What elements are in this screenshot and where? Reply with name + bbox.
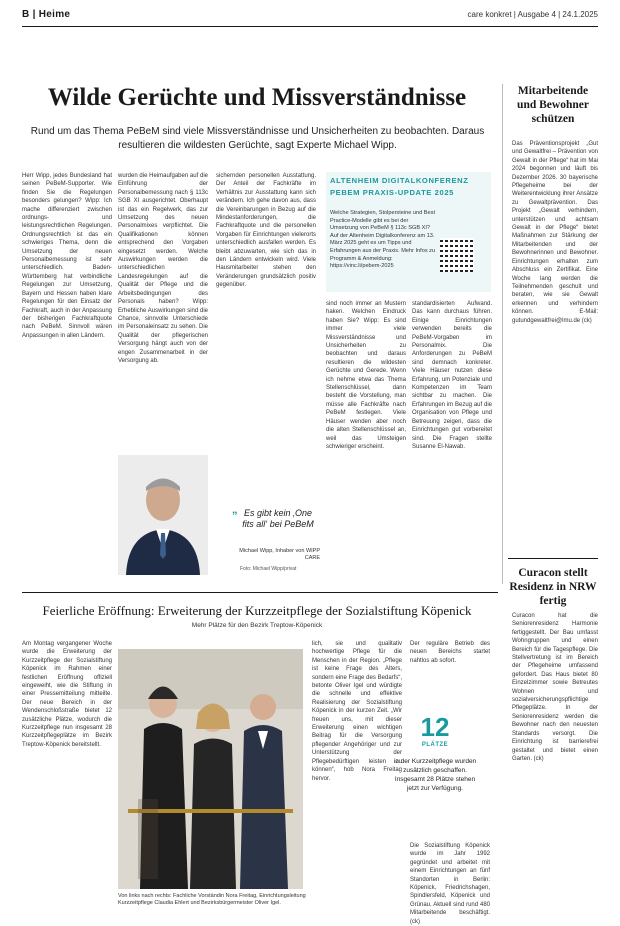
sidebar-body-2: Curacon hat die Seniorenresidenz Harmonie fertiggestellt. Der Bau umfasst Wohngruppen und einen Bereich für die Tagespflege. Die Stellvertretung ist im Bereich der Pflegeheime umfassend gefordert. Das Haus bietet 80 Einzelzimmer sowie Betreutes Wohnen und sozialversicherungspflichtige Pflegeplätze. In der Seniorenresidenz werden die Bewohner nach den neuesten Standards versorgt. Die Einrichtung ist barrierefrei gestaltet und bietet einen Garten. (ck) (512, 613, 598, 762)
photo-credit: Foto: Michael Wipp/privat (240, 566, 297, 572)
article-column-4: sind noch immer an Mustern haken. Welchen Eindruck haben Sie? Wipp: Es sind immer viele Missverständnisse und Unsicherheiten zu beobachten und daraus resultieren die wildesten Gerüchte und Gerede. Wenn ich nehme etwa das Thema Stellenschlüssel, dann besteht die Vorstellung, man müsse alle Fachkräfte nach PeBeM festlegen. Viele Häuser wenden aber noch die alten Stellenschlüssel an, weil das Umsteigen schwieriger erscheint. (326, 301, 406, 450)
fact-text: in der Kurzzeitpflege wurden zusätzlich geschaffen. Insgesamt 28 Plätze stehen jetzt zur Verfügung. (393, 758, 477, 792)
story-subheadline: Mehr Plätze für den Bezirk Treptow-Köpenick (191, 622, 323, 629)
quote-caption: Michael Wipp, Inhaber von WIPP CARE (239, 548, 320, 561)
story-column-5: Die Sozialstiftung Köpenick wurde im Jahr 1992 gegründet und arbeitet mit einem Einrichtungen an fünf Standorten in Berlin: Köpenick, Friedrichshagen, Spindlersfeld, Köpenick und Grünau. Aktuell sind rund 480 Mitarbeitende beschäftigt. (ck) (410, 843, 490, 925)
opening-photo-caption: Von links nach rechts: Fachliche Vorständin Nora Freitag, Einrichtungsleitung Kurzzeitpflege Claudia Ehlert und Bezirksbürgermeister Oliver Igel. (118, 893, 306, 906)
article-column-5: standardisierten Aufwand. Das kann durchaus führen. Einige Einrichtungen verwenden bereits die PeBeM-Vorgaben im Personalmix. Die Anforderungen zu PeBeM sind demnach konkreter. Viele Häuser nutzen diese Erfahrung, um Potenziale und Kompetenzen im Team sichtbar zu machen. Die Erfahrungen im Bezug auf die Organisation von Pflege und Betreuung zeigen, dass die Einrichtungen gut vorbereitet sind. Die Fragen stellte Susanne El-Nawab. (412, 301, 492, 450)
portrait-figure-icon (118, 455, 208, 575)
sidebar-rule (508, 558, 598, 559)
story-column-3: lich, sie und qualitativ hochwertige Pflege für die Menschen in der Region. „Pflege ist keine Frage des Alters, sondern eine Frage des Bedarfs“, betonte Oliver Igel und würdigte die schnelle und effektive Realisierung der Sozialstiftung Köpenick in der kurzen Zeit. „Wir freuen uns, mit dieser Erweiterung einen wichtigen Beitrag für die Versorgung pflegender Angehöriger und zur Unterstützung der Pflegebedürftigen leisten zu können“, hob Nora Freitag hervor. (312, 641, 402, 782)
pull-quote: Es gibt kein ‚One fits all‘ bei PeBeM (242, 508, 314, 529)
sidebar-headline-1: Mitarbeitende und Bewohner schützen (517, 85, 589, 125)
sidebar-divider (502, 84, 503, 584)
qr-code-icon[interactable] (440, 238, 474, 272)
sidebar-headline-2: Curacon stellt Residenz in NRW fertig (509, 567, 597, 607)
fact-number: 12 (420, 712, 450, 742)
opening-photo (118, 649, 303, 889)
sidebar-body-1: Das Präventionsprojekt „Gut und Gewaltfrei – Prävention von Gewalt in der Pflege“ hat im Mai 2024 begonnen und läuft bis Dezember 2026. 30 bayerische Pflegeheime bei der Weiterentwicklung ihrer Ansätze zu Gewaltprävention. Das Projekt „Gewalt verhindern, unterstützen und achtsam Gewalt in der Pflege“ bietet Maßnahmen zur Stärkung der Mitarbeitenden und der Bewohnerinnen und Bewohner. Einrichtungen erhalten zum Abschluss ein Zertifikat. Eine Woche lang werden die Teilnehmenden geschult und beraten, wie sie Gewalt erkennen und verhindern können. E-Mail: gutundgewaltfrei@lmu.de (ck) (512, 141, 598, 324)
article-headline: Wilde Gerüchte und Missverständnisse (47, 84, 467, 111)
header-rule (22, 26, 598, 27)
article-column-1: Herr Wipp, jedes Bundesland hat seinen PeBeM-Supporter. Wie finden Sie die Regelungen besonders gelungen? Wipp: Ich mache differenziert zwischen ordnungs- und leistungsrechtlichen Regelungen. Ordnungsrechtlich ist das ein schwieriges Thema, denn die Umsetzung der neuen Personalbemessung ist sehr unterschiedlich. Baden-Württemberg hat verbindliche Regelungen zur Umsetzung, Bayern und Hessen haben klare Regelungen für den Einsatz der Fachkraft, auch in der Anpassung der bisherigen Fachkraftquote nach PeBeM. Sinnvoll wären Anpassungen in allen Ländern. (22, 173, 112, 339)
portrait-photo (118, 455, 208, 575)
quote-mark-icon: „ (232, 504, 238, 516)
issue-info: care konkret | Ausgabe 4 | 24.1.2025 (467, 10, 598, 19)
page-section-label: B | Heime (22, 9, 71, 20)
fact-label: PLÄTZE (421, 742, 449, 748)
article-teaser: Rund um das Thema PeBeM sind viele Missverständnisse und Unsicherheiten zu beobachten. Daraus resultieren die wildesten Gerüchte, sagt Experte Michael Wipp. (30, 126, 485, 151)
story-column-1: Am Montag vergangener Woche wurde die Erweiterung der Kurzzeitpflege der Sozialstiftung Köpenick im Rahmen einer festlichen Eröffnung offiziell eingeweiht, wie die Stiftung in einer Pressemitteilung mitteilte. Der neue Bereich in der Wendenschloßstraße bietet 12 zusätzliche Plätze, wodurch die Kurzzeitpflege nun insgesamt 28 Kurzzeitpflegeplätze im Bezirk Treptow-Köpenick bereitstellt. (22, 641, 112, 748)
promo-body: Welche Strategien, Stolpersteine und Best Practice-Modelle gibt es bei der Umsetzung von PeBeM § 113c SGB XI? Auf der Altenheim Digitalkonferenz am 13. März 2025 geht es um Tipps und Erfahrungen aus der Praxis. Mehr Infos zu Programm & Anmeldung: https://vinc.li/pebem-2025 (330, 210, 436, 270)
story-headline: Feierliche Eröffnung: Erweiterung der Kurzzeitpflege der Sozialstiftung Köpenick (42, 603, 472, 618)
article-column-3: sichernden personellen Ausstattung. Der Anteil der Fachkräfte im Verhältnis zur Ausstattung kann sich verändern. Ich gehe davon aus, dass die Vereinbarungen in Bezug auf die Mindestanforderungen, die Fachkraftquote und die personellen Vorgaben für Einrichtungen vielerorts unterschiedlich ausfallen werden. Es bleibt abzuwarten, wie sich das in den Ländern entwickeln wird. Viele Hausmitarbeiter stehen den Veränderungen grundsätzlich positiv gegenüber. (216, 173, 316, 289)
story-top-rule (22, 592, 498, 593)
story-column-4: Der regulärе Betrieb des neuen Bereichs startet nahtlos ab sofort. (410, 641, 490, 664)
promo-title-1: ALTENHEIM DIGITALKONFERENZ (330, 176, 469, 185)
article-column-2: wurden die Heimaufgaben auf die Einführung der Personalbemessung nach § 113c SGB XI ausgerichtet. Oberhaupt ist das ein Regelwerk, das zur Umsetzung des neuen Personalmixes verpflichtet. Die Qualifikationen können entsprechend den Vorgaben eingesetzt werden. Welche Auswirkungen werden die unterschiedlichen Landesregelungen auf die Qualität der Pflege und die Arbeitsbedingungen des Personals haben? Wipp: Erhebliche Auswirkungen sind die Chance, sinnvolle Unterschiede im Personaleinsatz zu sehen. Die Qualität der pflegerischen Versorgung hängt auch von der engen Zusammenarbeit in der Versorgung ab. (118, 173, 208, 364)
promo-title-2: PEBEM PRAXIS-UPDATE 2025 (330, 188, 454, 197)
ribbon-cutting-scene-icon (118, 649, 303, 889)
